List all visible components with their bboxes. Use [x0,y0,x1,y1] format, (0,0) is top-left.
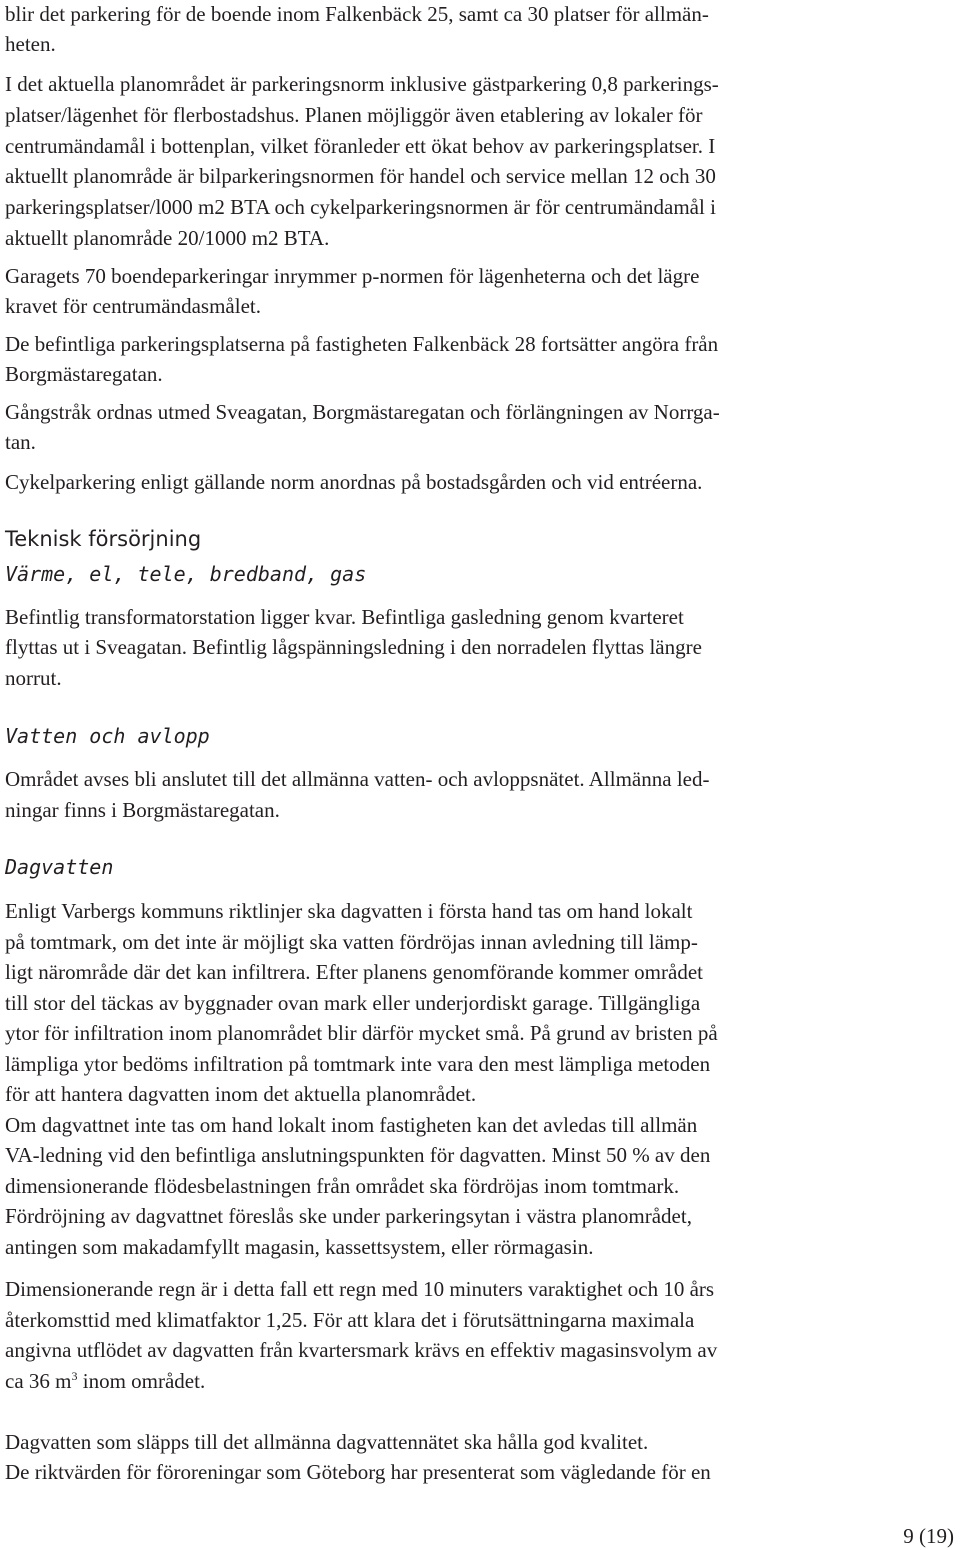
paragraph-line: ningar finns i Borgmästaregatan. [5,798,280,822]
volume-prefix: ca 36 m [5,1369,72,1393]
section-heading-teknisk: Teknisk försörjning [5,527,202,551]
volume-exponent: 3 [71,1369,78,1383]
paragraph-line: aktuellt planområde 20/1000 m2 BTA. [5,226,330,250]
paragraph-line: Borgmästaregatan. [5,362,163,386]
subheading-vatten: Vatten och avlopp [5,724,210,748]
paragraph-line: norrut. [5,666,62,690]
paragraph-line: Dimensionerande regn är i detta fall ett regn med 10 minuters varaktighet och 10 års [5,1277,715,1301]
paragraph-line: flyttas ut i Sveagatan. Befintlig lågspänningsledning i den norradelen flyttas längre [5,635,702,659]
paragraph-line: De befintliga parkeringsplatserna på fastigheten Falkenbäck 28 fortsätter angöra från [5,332,719,356]
paragraph-line: lämpliga ytor bedöms infiltration på tomtmark inte vara den mest lämpliga metoden [5,1052,711,1076]
paragraph-line: De riktvärden för föroreningar som Göteborg har presenterat som vägledande för en [5,1460,711,1484]
paragraph-line: Gångstråk ordnas utmed Sveagatan, Borgmästaregatan och förlängningen av Norrga- [5,400,720,424]
paragraph-line: parkeringsplatser/l000 m2 BTA och cykelparkeringsnormen är för centrumändamål i [5,195,716,219]
paragraph-line: heten. [5,32,56,56]
paragraph-line: Garagets 70 boendeparkeringar inrymmer p-normen för lägenheterna och det lägre [5,264,700,288]
paragraph-line: Befintlig transformatorstation ligger kvar. Befintliga gasledning genom kvarteret [5,605,684,629]
paragraph-line: kravet för centrumändasmålet. [5,294,261,318]
page-number: 9 (19) [903,1524,954,1548]
paragraph-line: ligt närområde där det kan infiltrera. Efter planens genomförande kommer området [5,960,703,984]
paragraph-line: centrumändamål i bottenplan, vilket föranleder ett ökat behov av parkeringsplatser. I [5,134,716,158]
paragraph-line: ytor för infiltration inom planområdet blir därför mycket små. På grund av bristen på [5,1021,718,1045]
paragraph-line: Enligt Varbergs kommuns riktlinjer ska dagvatten i första hand tas om hand lokalt [5,899,693,923]
paragraph-line: Fördröjning av dagvattnet föreslås ske under parkeringsytan i västra planområdet, [5,1204,692,1228]
paragraph-line: för att hantera dagvatten inom det aktuella planområdet. [5,1082,477,1106]
volume-suffix: inom området. [77,1369,206,1393]
paragraph-line: tan. [5,430,36,454]
paragraph-line: Området avses bli anslutet till det allmänna vatten- och avloppsnätet. Allmänna led- [5,767,710,791]
paragraph-line: VA-ledning vid den befintliga anslutningspunkten för dagvatten. Minst 50 % av den [5,1143,711,1167]
paragraph-line-volume [5,1367,205,1395]
paragraph-line: aktuellt planområde är bilparkeringsnormen för handel och service mellan 12 och 30 [5,164,716,188]
paragraph-line: Cykelparkering enligt gällande norm anordnas på bostadsgården och vid entréerna. [5,470,703,494]
subheading-dagvatten: Dagvatten [5,855,114,879]
paragraph-line: återkomsttid med klimatfaktor 1,25. För att klara det i förutsättningarna maximala [5,1308,695,1332]
paragraph-line: I det aktuella planområdet är parkeringsnorm inklusive gästparkering 0,8 parkerings- [5,72,719,96]
paragraph-line: platser/lägenhet för flerbostadshus. Planen möjliggör även etablering av lokaler för [5,103,703,127]
subheading-varme: Värme, el, tele, bredband, gas [5,562,367,586]
paragraph-line: på tomtmark, om det inte är möjligt ska vatten fördröjas innan avledning till lämp- [5,930,698,954]
paragraph-line: angivna utflödet av dagvatten från kvartersmark krävs en effektiv magasinsvolym av [5,1338,718,1362]
paragraph-line: till stor del täckas av byggnader ovan mark eller underjordiskt garage. Tillgängliga [5,991,701,1015]
paragraph-line: Om dagvattnet inte tas om hand lokalt inom fastigheten kan det avledas till allmän [5,1113,698,1137]
paragraph-line: antingen som makadamfyllt magasin, kassettsystem, eller rörmagasin. [5,1235,594,1259]
paragraph-line: dimensionerande flödesbelastningen från området ska fördröjas inom tomtmark. [5,1174,680,1198]
paragraph-line: blir det parkering för de boende inom Falkenbäck 25, samt ca 30 platser för allmän- [5,2,709,26]
paragraph-line: Dagvatten som släpps till det allmänna dagvattennätet ska hålla god kvalitet. [5,1430,649,1454]
